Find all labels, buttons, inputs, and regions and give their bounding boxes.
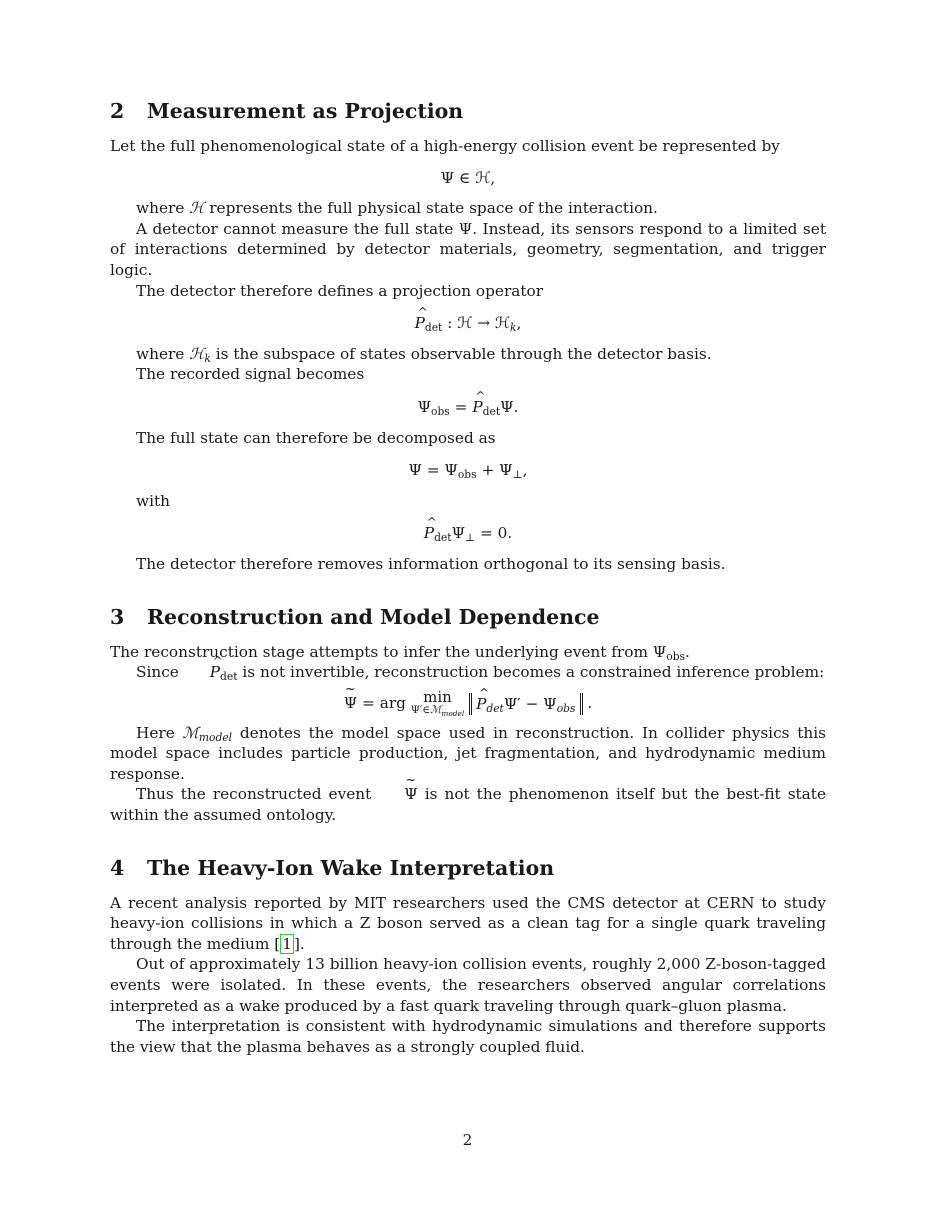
equation: ^ $P_{det}\Psi_\perp = 0$. xyxy=(110,523,826,544)
paragraph: Here ℳ$_{model}$ denotes the model space used in reconstruction. In collider physics this model space includes particle production, jet fragmentation, and hydrodynamic medium response. xyxy=(110,723,827,783)
paragraph: Since ^ $P_{det}$ is not invertible, reconstruction becomes a constrained inference problem: xyxy=(110,662,826,683)
equation: Ψ ∈ ℋ, xyxy=(440,168,496,187)
section-heading: 2 Measurement as Projection xyxy=(110,99,464,123)
paragraph: The detector therefore defines a projection operator xyxy=(136,281,544,300)
paragraph: The recorded signal becomes xyxy=(136,365,365,384)
paragraph: The reconstruction stage attempts to infer the underlying event from $\Psi_{obs}$. xyxy=(110,642,690,663)
paragraph: A recent analysis reported by MIT researchers used the CMS detector at CERN to study heavy-ion collisions in which a Z boson served as a clean tag for a single quark traveling through the medium [ 1 ]. xyxy=(110,893,826,953)
section-heading: 4 The Heavy-Ion Wake Interpretation xyxy=(110,855,555,880)
page-number: 2 xyxy=(462,1131,473,1149)
paragraph: where ℋ$_k$ is the subspace of states observable through the detector basis. xyxy=(136,344,712,365)
citation-link[interactable]: 1 xyxy=(282,934,292,953)
equation: ~ Ψ = arg min Ψ′∈ℳ$_{model}$ ^ $P_{det}\Psi' - \Psi_{obs}$ . xyxy=(110,691,826,717)
paragraph: A detector cannot measure the full state Ψ. Instead, its sensors respond to a limited set of interactions determined by detector materials, geometry, segmentation, and trigger logic. xyxy=(110,219,826,279)
paragraph: Let the full phenomenological state of a high-energy collision event be represented by xyxy=(110,137,780,155)
equation: $\Psi_{obs}$ = ^ $P_{det}\Psi$. xyxy=(110,397,826,418)
equation: ^ $P_{det}$ : ℋ → ℋ$_k$, xyxy=(110,313,826,334)
paragraph: Out of approximately 13 billion heavy-ion collision events, roughly 2,000 Z-boson-tagged events were isolated. In these events, the researchers observed angular correlations interpreted as a wake produced by a fast quark traveling through quark–gluon plasma. xyxy=(110,955,826,1015)
argmin-operator: min Ψ′∈ℳ$_{model}$ xyxy=(410,687,465,718)
paragraph: where ℋ represents the full physical state space of the interaction. xyxy=(136,199,658,218)
equation: $\Psi = \Psi_{obs} + \Psi_\perp$, xyxy=(408,461,528,482)
paragraph: The full state can therefore be decomposed as xyxy=(136,428,496,447)
paragraph: The detector therefore removes information orthogonal to its sensing basis. xyxy=(136,554,726,573)
paper-page xyxy=(110,98,826,1057)
paragraph: with xyxy=(136,491,170,510)
norm: ^ $P_{det}\Psi' - \Psi_{obs}$ xyxy=(469,693,582,715)
paragraph: Thus the reconstructed event ~ Ψ is not the phenomenon itself but the best-fit state within the assumed ontology. xyxy=(110,784,826,825)
section-heading: 3 Reconstruction and Model Dependence xyxy=(110,604,600,629)
paragraph: The interpretation is consistent with hydrodynamic simulations and therefore supports the view that the plasma behaves as a strongly coupled fluid. xyxy=(110,1017,826,1056)
